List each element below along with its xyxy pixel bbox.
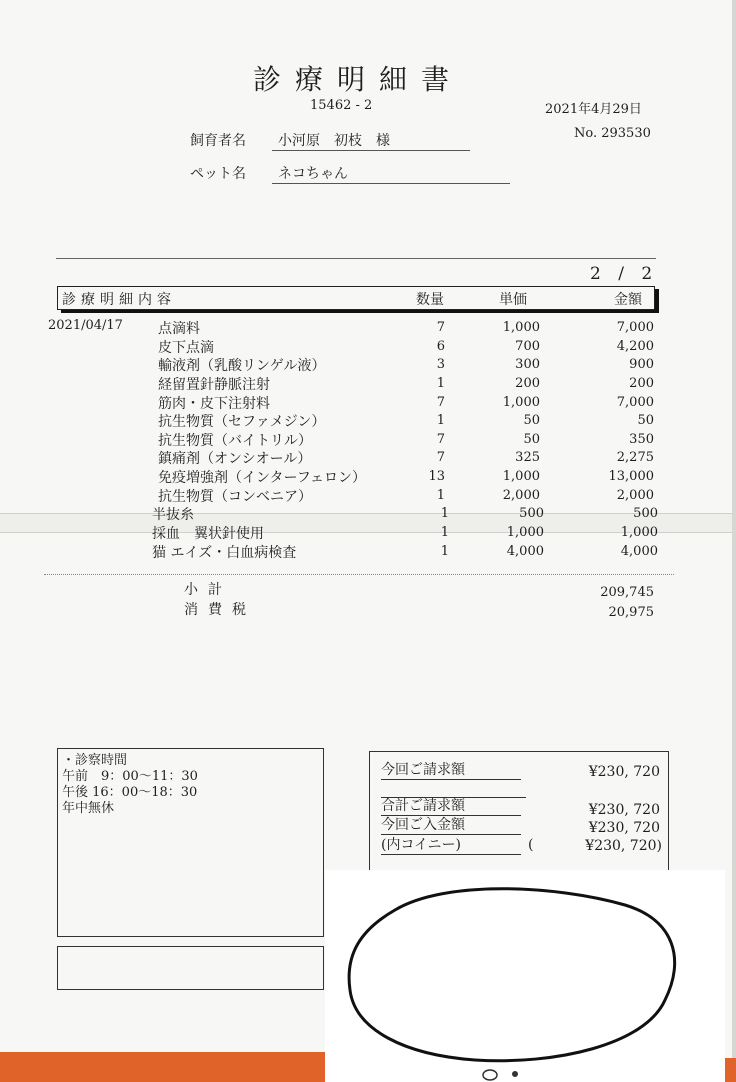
table-header	[57, 286, 655, 310]
row-quantity: 7	[436, 320, 445, 335]
row-item-name: 経留置針静脈注射	[158, 377, 270, 393]
tax-label: 消費税	[184, 602, 256, 618]
row-quantity: 7	[436, 432, 445, 447]
owner-name: 小河原 初枝 様	[272, 130, 470, 151]
hours-title: ・診察時間	[62, 753, 128, 768]
breakdown-value: ¥230, 720)	[585, 838, 662, 854]
row-quantity: 3	[436, 357, 445, 372]
paid-label: 今回ご入金額	[381, 814, 521, 835]
background-orange-left	[0, 1052, 325, 1082]
hours-pm: 午後 16：00〜18：30	[62, 785, 198, 800]
breakdown-open-paren: (	[528, 837, 534, 853]
row-quantity: 1	[436, 413, 445, 428]
row-unit-price: 50	[523, 432, 540, 447]
treatment-date: 2021/04/17	[48, 318, 123, 333]
pet-label: ペット名	[190, 166, 246, 182]
row-item-name: 免疫増強剤（インターフェロン）	[158, 470, 367, 486]
row-item-name: 猫 エイズ・白血病検査	[152, 545, 297, 561]
issue-date: 2021年4月29日	[545, 102, 642, 117]
hours-am: 午前 9：00〜11：30	[62, 769, 198, 784]
totals-divider	[44, 574, 674, 575]
row-amount: 2,000	[616, 488, 654, 503]
row-unit-price: 1,000	[502, 469, 540, 484]
clinic-hours-box	[57, 748, 324, 937]
row-item-name: 点滴料	[158, 321, 200, 337]
row-unit-price: 1,000	[502, 395, 540, 410]
row-item-name: 採血 翼状針使用	[152, 526, 264, 542]
row-amount: 200	[629, 376, 654, 391]
row-amount: 4,000	[620, 544, 658, 559]
sub-number: 15462 - 2	[310, 98, 373, 113]
row-item-name: 輸液剤（乳酸リンゲル液）	[158, 358, 326, 374]
row-quantity: 7	[436, 395, 445, 410]
row-amount: 7,000	[616, 320, 654, 335]
row-unit-price: 1,000	[502, 320, 540, 335]
row-quantity: 1	[436, 488, 445, 503]
row-amount: 4,200	[616, 339, 654, 354]
row-item-name: 皮下点滴	[158, 340, 214, 356]
hours-note: 年中無休	[62, 801, 115, 816]
row-item-name: 筋肉・皮下注射料	[158, 396, 270, 412]
row-quantity: 1	[440, 506, 449, 521]
notes-box	[57, 946, 324, 990]
row-amount: 900	[629, 357, 654, 372]
row-unit-price: 200	[515, 376, 540, 391]
total-billing-value: ¥230, 720	[588, 802, 660, 818]
current-billing-value: ¥230, 720	[588, 764, 660, 780]
row-amount: 1,000	[620, 525, 658, 540]
row-item-name: 抗生物質（バイトリル）	[158, 433, 312, 449]
row-amount: 2,275	[616, 450, 654, 465]
redaction-sticker	[325, 870, 725, 1082]
header-qty: 数量	[416, 292, 444, 308]
row-item-name: 抗生物質（コンベニア）	[158, 489, 312, 505]
invoice-number: No. 293530	[574, 126, 651, 141]
row-amount: 500	[633, 506, 658, 521]
row-quantity: 13	[428, 469, 445, 484]
header-unit: 単価	[499, 292, 527, 308]
tax-value: 20,975	[608, 605, 654, 620]
breakdown-label: (内コイニー)	[381, 834, 521, 855]
row-amount: 350	[629, 432, 654, 447]
header-item: 診療明細内容	[62, 292, 176, 308]
total-billing-label: 合計ご請求額	[381, 795, 521, 816]
subtotal-value: 209,745	[600, 585, 654, 600]
pet-name: ネコちゃん	[272, 163, 510, 184]
page-number: 2 / 2	[590, 264, 659, 284]
row-quantity: 7	[436, 450, 445, 465]
current-billing-label: 今回ご請求額	[381, 759, 521, 780]
row-item-name: 鎮痛剤（オンシオール）	[158, 451, 312, 467]
header-divider	[56, 258, 656, 259]
paid-value: ¥230, 720	[588, 820, 660, 836]
row-amount: 50	[637, 413, 654, 428]
row-unit-price: 1,000	[506, 525, 544, 540]
header-amount: 金額	[614, 292, 642, 308]
row-amount: 7,000	[616, 395, 654, 410]
row-quantity: 6	[436, 339, 445, 354]
row-unit-price: 50	[523, 413, 540, 428]
row-unit-price: 500	[519, 506, 544, 521]
row-amount: 13,000	[608, 469, 654, 484]
row-unit-price: 4,000	[506, 544, 544, 559]
row-item-name: 半抜糸	[152, 507, 194, 523]
row-unit-price: 325	[515, 450, 540, 465]
subtotal-label: 小計	[184, 582, 232, 598]
row-item-name: 抗生物質（セファメジン）	[158, 414, 326, 430]
row-quantity: 1	[440, 544, 449, 559]
owner-label: 飼育者名	[190, 133, 246, 149]
row-unit-price: 2,000	[502, 488, 540, 503]
row-unit-price: 700	[515, 339, 540, 354]
row-unit-price: 300	[515, 357, 540, 372]
row-quantity: 1	[440, 525, 449, 540]
row-quantity: 1	[436, 376, 445, 391]
document-title: 診療明細書	[252, 63, 463, 96]
